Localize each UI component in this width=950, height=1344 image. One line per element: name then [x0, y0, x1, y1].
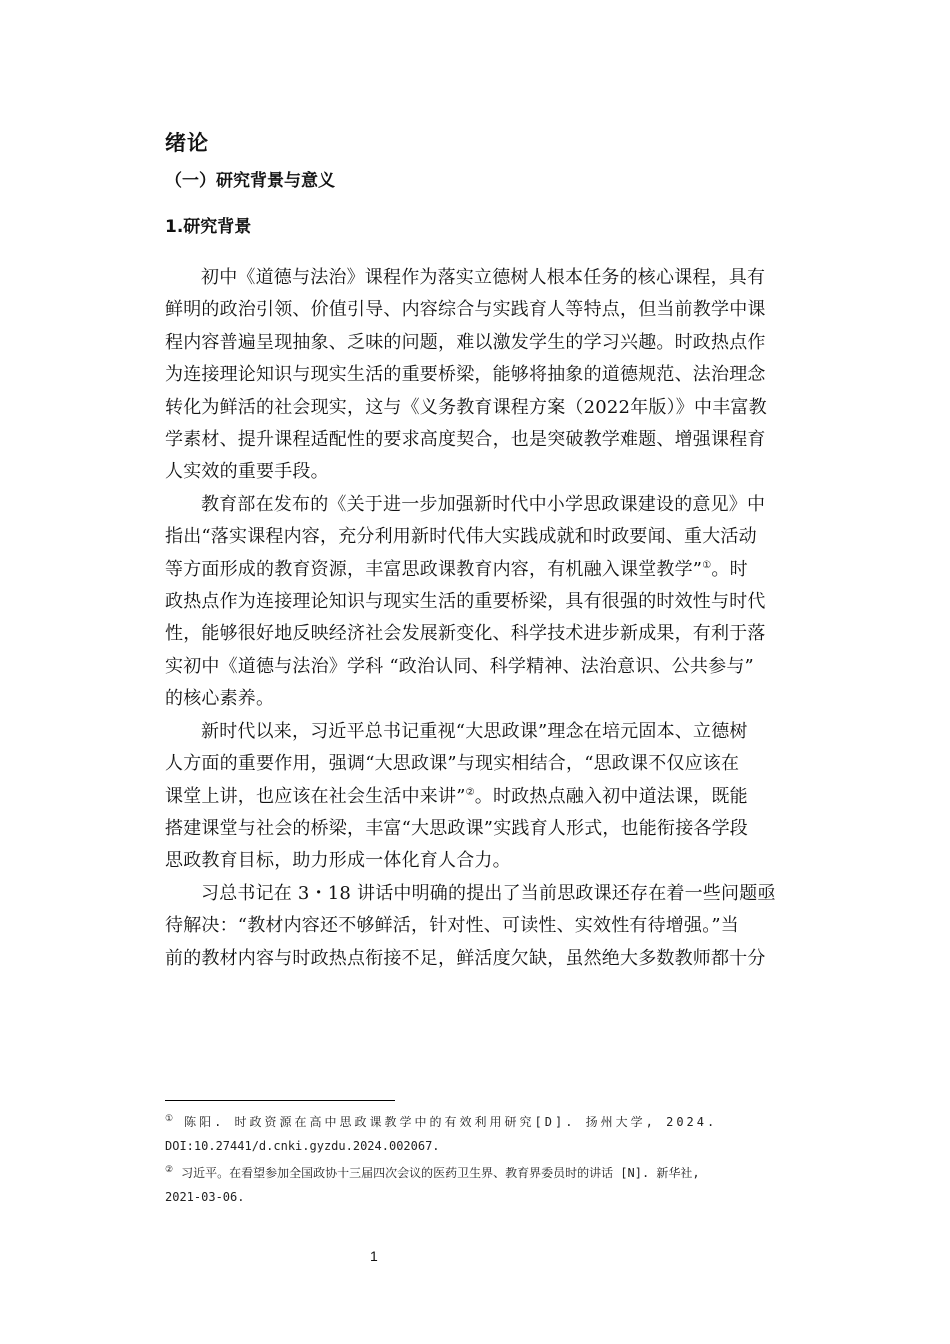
footnote-line [165, 1158, 805, 1185]
text-fragment: 。时政热点融入初中道法课，既能 [474, 785, 748, 807]
footnote-line: DOI:10.27441/d.cnki.gyzdu.2024.002067. [165, 1139, 440, 1153]
footnote-separator [165, 1100, 395, 1101]
paragraph-4 [165, 878, 806, 975]
subsection-heading: 1.研究背景 [165, 217, 252, 237]
text-line: 性，能够很好地反映经济社会发展新变化、科学技术进步新成果，有利于落 [165, 623, 766, 645]
footnote-line: 2021-03-06. [165, 1190, 245, 1204]
text-line: 学素材、提升课程适配性的要求高度契合，也是突破教学难题、增强课程育 [165, 429, 766, 451]
text-line: 的核心素养。 [165, 688, 275, 710]
footnote-2 [165, 1158, 805, 1209]
text-line-with-footnote [165, 554, 806, 586]
text-line: 转化为鲜活的社会现实，这与《义务教育课程方案（2022年版）》中丰富教 [165, 396, 767, 418]
text-fragment: 课堂上讲，也应该在社会生活中来讲” [165, 785, 466, 807]
footnote-text: 习近平。在看望参加全国政协十三届四次会议的医药卫生界、教育界委员时的讲话 [N]. 新华社, [181, 1166, 700, 1180]
footnote-mark: ① [165, 1114, 177, 1124]
text-line: 人方面的重要作用，强调“大思政课”与现实相结合，“思政课不仅应该在 [165, 753, 740, 775]
text-line: 为连接理论知识与现实生活的重要桥梁，能够将抽象的道德规范、法治理念 [165, 364, 766, 386]
text-line: 实初中《道德与法治》学科 “政治认同、科学精神、法治意识、公共参与” [165, 655, 754, 677]
text-line: 程内容普遍呈现抽象、乏味的问题，难以激发学生的学习兴趣。时政热点作 [165, 331, 766, 353]
paragraph-3 [165, 716, 806, 878]
footnote-line [165, 1107, 805, 1134]
text-line: 新时代以来，习近平总书记重视“大思政课”理念在培元固本、立德树 [201, 720, 748, 742]
page-number: 1 [370, 1248, 378, 1264]
paragraph-2 [165, 489, 806, 716]
section-heading: （一）研究背景与意义 [165, 171, 335, 191]
text-line: 搭建课堂与社会的桥梁，丰富“大思政课”实践育人形式，也能衔接各学段 [165, 817, 749, 839]
text-line: 前的教材内容与时政热点衔接不足，鲜活度欠缺，虽然绝大多数教师都十分 [165, 947, 766, 969]
text-line: 鲜明的政治引领、价值引导、内容综合与实践育人等特点，但当前教学中课 [165, 299, 766, 321]
text-line: 待解决：“教材内容还不够鲜活，针对性、可读性、实效性有待增强。”当 [165, 915, 740, 937]
text-line: 教育部在发布的《关于进一步加强新时代中小学思政课建设的意见》中 [201, 493, 766, 515]
footnote-ref-2[interactable]: ② [465, 786, 475, 798]
footnote-ref-1[interactable]: ① [702, 559, 712, 571]
text-fragment: 等方面形成的教育资源，丰富思政课教育内容，有机融入课堂教学” [165, 558, 703, 580]
footnote-mark: ② [165, 1165, 174, 1175]
text-line: 习总书记在 3・18 讲话中明确的提出了当前思政课还存在着一些问题亟 [201, 882, 776, 904]
chapter-heading: 绪论 [165, 131, 209, 155]
text-line: 指出“落实课程内容，充分利用新时代伟大实践成就和时政要闻、重大活动 [165, 526, 757, 548]
text-line: 思政教育目标，助力形成一体化育人合力。 [165, 850, 511, 872]
text-fragment: 。时 [711, 558, 748, 580]
paragraph-1 [165, 262, 806, 489]
footnote-text: 陈阳. 时政资源在高中思政课教学中的有效利用研究[D]. 扬州大学, 2024. [184, 1115, 718, 1129]
footnote-1 [165, 1107, 805, 1158]
text-line: 初中《道德与法治》课程作为落实立德树人根本任务的核心课程，具有 [201, 267, 766, 288]
text-line: 政热点作为连接理论知识与现实生活的重要桥梁，具有很强的时效性与时代 [165, 591, 766, 613]
text-line: 人实效的重要手段。 [165, 461, 329, 483]
text-line-with-footnote [165, 781, 806, 813]
body-text [165, 262, 806, 975]
